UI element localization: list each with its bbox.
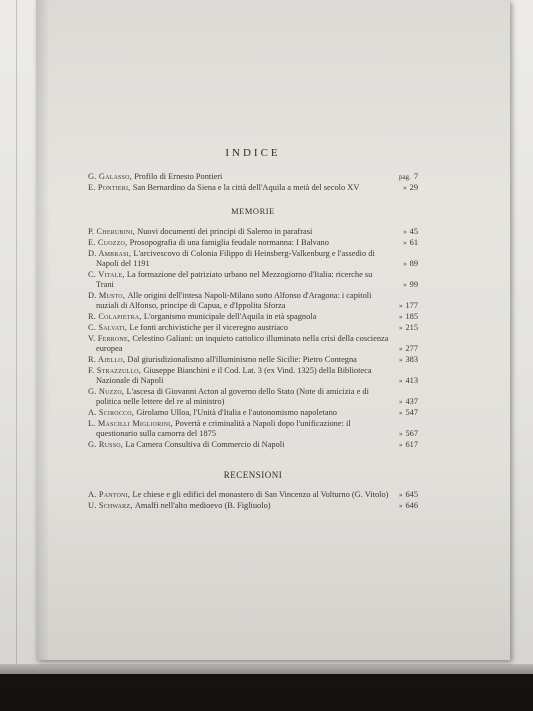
toc-entry-text <box>88 355 392 365</box>
ditto-mark: » <box>398 491 403 499</box>
toc-author: G. Russo, <box>88 440 126 449</box>
ditto-mark: » <box>398 302 403 310</box>
page-gutter-shadow <box>36 0 50 660</box>
toc-entry-text <box>88 323 392 333</box>
toc-entry-text <box>88 291 392 311</box>
toc-title: Le chiese e gli edifici del monastero di San Vincenzo al Volturno (G. Vitolo) <box>132 490 389 499</box>
toc-entry <box>88 238 418 248</box>
page-number-value: 99 <box>409 280 418 289</box>
toc-entry-text <box>88 366 392 386</box>
toc-author: A. Pantoni, <box>88 490 133 499</box>
ditto-mark: » <box>398 313 403 321</box>
toc-entry <box>88 440 418 450</box>
toc-entry <box>88 291 418 311</box>
toc-entry <box>88 312 418 322</box>
toc-author: D. Ambrasi, <box>88 249 134 258</box>
ditto-mark: » <box>403 260 407 268</box>
toc-page-number <box>392 355 418 365</box>
page-number-value: 617 <box>405 440 418 449</box>
toc-title: Celestino Galiani: un inquieto cattolico illuminato nella crisi della coscienza europea <box>96 334 389 353</box>
toc-title: L'arcivescovo di Colonia Filippo di Heinsberg-Valkenburg e l'assedio di Napoli del 1191 <box>96 249 375 268</box>
page-number-value: 383 <box>405 355 418 364</box>
toc-page-number <box>392 397 418 407</box>
toc-entry <box>88 172 418 182</box>
toc-author: A. Scirocco, <box>88 408 137 417</box>
page-number-value: 61 <box>409 238 418 247</box>
page-number-value: 177 <box>405 301 418 310</box>
toc-entry <box>88 501 418 511</box>
front-entries <box>88 172 418 193</box>
toc-entry-text <box>88 270 392 290</box>
toc-author: R. Colapietra, <box>88 312 144 321</box>
toc-entry <box>88 323 418 333</box>
toc-title: Le fonti archivistiche per il viceregno austriaco <box>129 323 288 332</box>
toc-page-number <box>392 408 418 418</box>
toc-title: San Bernardino da Siena e la città dell'Aquila a metà del secolo XV <box>132 183 360 192</box>
ditto-mark: » <box>403 228 407 236</box>
ditto-mark: » <box>398 409 403 417</box>
spine-crease <box>16 0 17 664</box>
toc-title: Prosopografia di una famiglia feudale normanna: I Balvano <box>129 238 329 247</box>
page-number-value: 646 <box>405 501 418 510</box>
ditto-mark: » <box>403 281 407 289</box>
toc-title: La Camera Consultiva di Commercio di Napoli <box>125 440 285 449</box>
toc-author: G. Galasso, <box>88 172 135 181</box>
page-number-value: 185 <box>405 312 418 321</box>
toc-author: U. Schwarz, <box>88 501 135 510</box>
ditto-mark: » <box>398 502 403 510</box>
toc-entry <box>88 408 418 418</box>
toc-title: Povertà e criminalità a Napoli dopo l'unificazione: il questionario sulla camorra del 1875 <box>96 419 351 438</box>
toc-title: Amalfi nell'alto medioevo (B. Figliuolo) <box>134 501 271 510</box>
toc-title: Dal giurisdizionalismo all'illuminismo nelle Sicilie: Pietro Contegna <box>127 355 357 364</box>
toc-entry-text <box>88 408 392 418</box>
toc-page-number <box>392 312 418 322</box>
ditto-mark: » <box>398 356 403 364</box>
toc-entry-text <box>88 227 392 237</box>
toc-entry <box>88 366 418 386</box>
toc-page-number <box>392 490 418 500</box>
toc-page-number <box>392 501 418 511</box>
toc-page-number <box>392 323 418 333</box>
toc-title: Giuseppe Bianchini e il Cod. Lat. 3 (ex Vind. 1325) della Biblioteca Nazionale di Napoli <box>96 366 372 385</box>
memorie-heading: MEMORIE <box>231 207 275 216</box>
toc-page-number <box>392 280 418 290</box>
toc-entry-text <box>88 183 392 193</box>
toc-entry <box>88 249 418 269</box>
toc-author: E. Pontieri, <box>88 183 133 192</box>
toc-entry-text <box>88 419 392 439</box>
book-page <box>36 0 510 660</box>
page-number-value: 215 <box>405 323 418 332</box>
ditto-mark: » <box>398 441 403 449</box>
ditto-mark: » <box>398 377 403 385</box>
toc-author: D. Musto, <box>88 291 128 300</box>
toc-author: E. Cuozzo, <box>88 238 130 247</box>
toc-title: Profilo di Ernesto Pontieri <box>134 172 223 181</box>
toc-title: La formazione del patriziato urbano nel Mezzogiorno d'Italia: ricerche su Trani <box>96 270 373 289</box>
toc-entry <box>88 270 418 290</box>
toc-entry <box>88 490 418 500</box>
page-number-value: 437 <box>405 397 418 406</box>
toc-page-number <box>392 172 418 182</box>
toc-page-number <box>392 238 418 248</box>
toc-entry <box>88 355 418 365</box>
toc-title: Girolamo Ulloa, l'Unità d'Italia e l'autonomismo napoletano <box>136 408 337 417</box>
ditto-mark: » <box>398 398 403 406</box>
toc-author: P. Cherubini, <box>88 227 138 236</box>
page-number-value: 45 <box>409 227 418 236</box>
page-number-value: 277 <box>405 344 418 353</box>
toc-entry-text <box>88 501 392 511</box>
book-cover-edge <box>0 664 533 674</box>
page-number-value: 89 <box>409 259 418 268</box>
toc-entry-text <box>88 172 392 182</box>
toc-author: G. Nuzzo, <box>88 387 127 396</box>
toc-page-number <box>392 183 418 193</box>
ditto-mark: » <box>398 430 403 438</box>
toc-page-number <box>392 227 418 237</box>
toc-title: L'organismo municipale dell'Aquila in età spagnola <box>143 312 317 321</box>
toc-entry-text <box>88 387 392 407</box>
toc-author: R. Ajello, <box>88 355 128 364</box>
toc-title: Alle origini dell'intesa Napoli-Milano sotto Alfonso d'Aragona: i capitoli nuziali di Alfonso, principe di Capua, e d'Ippolita Sforza <box>96 291 372 310</box>
toc-entry-text <box>88 312 392 322</box>
ditto-mark: » <box>398 345 403 353</box>
page-number-value: 7 <box>413 172 418 181</box>
toc-author: C. Vitale, <box>88 270 127 279</box>
toc-page-number <box>392 344 418 354</box>
ditto-mark: » <box>398 324 403 332</box>
toc-page-number <box>392 440 418 450</box>
page-number-value: 567 <box>405 429 418 438</box>
recensioni-heading: RECENSIONI <box>223 470 283 480</box>
page-number-value: 645 <box>405 490 418 499</box>
recensioni-entries <box>88 490 418 511</box>
toc-title: L'ascesa di Giovanni Acton al governo dello Stato (Note di amicizia e di politica nelle lettere del re al ministro) <box>96 387 369 406</box>
toc-entry-text <box>88 334 392 354</box>
toc-page-number <box>392 376 418 386</box>
toc-entry-text <box>88 440 392 450</box>
toc-page-number <box>392 259 418 269</box>
toc-entry <box>88 183 418 193</box>
toc-author: V. Ferrone, <box>88 334 133 343</box>
toc-title: Nuovi documenti dei principi di Salerno in parafrasi <box>137 227 313 236</box>
toc-entry-text <box>88 249 392 269</box>
toc-entry <box>88 387 418 407</box>
toc-entry <box>88 334 418 354</box>
ditto-mark: » <box>403 239 407 247</box>
toc-author: C. Salvati, <box>88 323 130 332</box>
toc-entry <box>88 419 418 439</box>
toc-entry-text <box>88 490 392 500</box>
toc-entry <box>88 227 418 237</box>
memorie-entries <box>88 227 418 450</box>
toc-author: F. Strazzullo, <box>88 366 144 375</box>
index-title: INDICE <box>225 147 281 159</box>
ditto-mark: » <box>403 184 407 192</box>
page-number-value: 413 <box>405 376 418 385</box>
toc-author: L. Mascilli Migliorini, <box>88 419 175 428</box>
toc-page-number <box>392 429 418 439</box>
table-of-contents <box>88 148 418 512</box>
toc-page-number <box>392 301 418 311</box>
page-number-value: 29 <box>409 183 418 192</box>
pag-label: pag. <box>398 173 411 181</box>
toc-entry-text <box>88 238 392 248</box>
page-number-value: 547 <box>405 408 418 417</box>
